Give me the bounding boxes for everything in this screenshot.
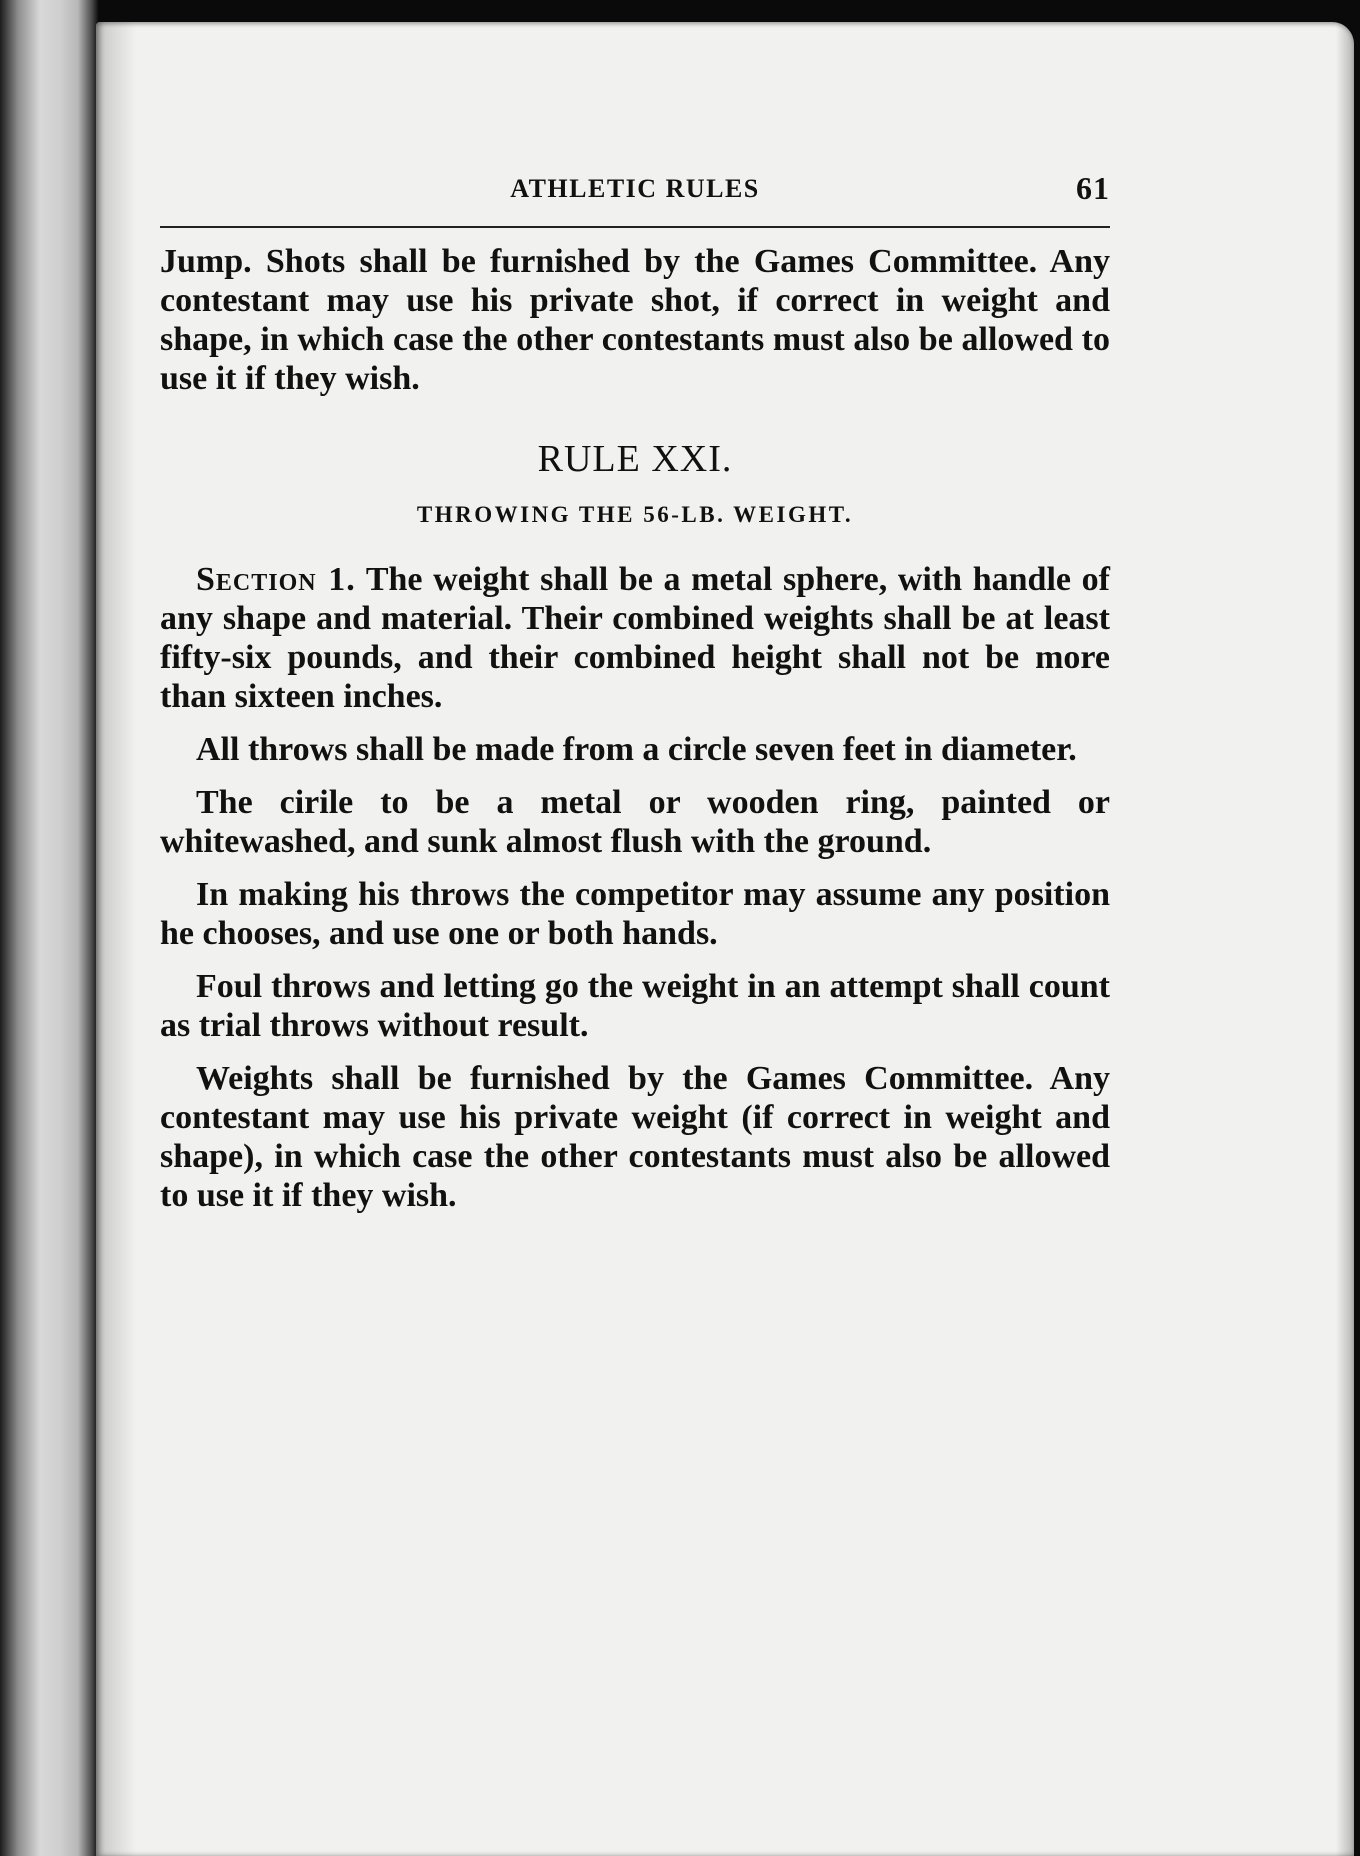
rule-heading: RULE XXI.: [537, 438, 733, 480]
rule-subheading: THROWING THE 56-LB. WEIGHT.: [416, 502, 854, 527]
paragraph-foul-throws: Foul throws and letting go the weight in an attempt shall count as trial throws without result.: [160, 968, 1110, 1044]
paragraph-ring: The cirile to be a metal or wooden ring, painted or whitewashed, and sunk almost flush with the ground.: [160, 784, 1110, 860]
running-title: ATHLETIC RULES: [510, 174, 760, 203]
section-label: Section 1.: [196, 561, 356, 598]
paragraph-weights-furnished: Weights shall be furnished by the Games Committee. Any contestant may use his private weight (if correct in weight and shape), in which case the other contestants must also be allowed to use it if they wish.: [160, 1060, 1110, 1214]
section-1-text: The weight shall be a metal sphere, with handle of any shape and material. Their combined weights shall be at least fifty-six pounds, and their combined height shall not be more than sixteen inches.: [160, 561, 1110, 715]
section-1-paragraph: [160, 560, 1110, 716]
paragraph-circle: All throws shall be made from a circle seven feet in diameter.: [196, 731, 1077, 768]
paragraph-position: In making his throws the competitor may assume any position he chooses, and use one or both hands.: [160, 876, 1110, 952]
running-head: [160, 170, 1110, 214]
continued-paragraph: Jump. Shots shall be furnished by the Games Committee. Any contestant may use his private shot, if correct in weight and shape, in which case the other contestants must also be allowed to use it if they wish.: [160, 243, 1110, 397]
header-rule: [160, 226, 1110, 228]
page-number: 61: [1076, 170, 1110, 206]
book-spine-edge: [0, 0, 98, 1856]
page-text: [160, 170, 1110, 1215]
